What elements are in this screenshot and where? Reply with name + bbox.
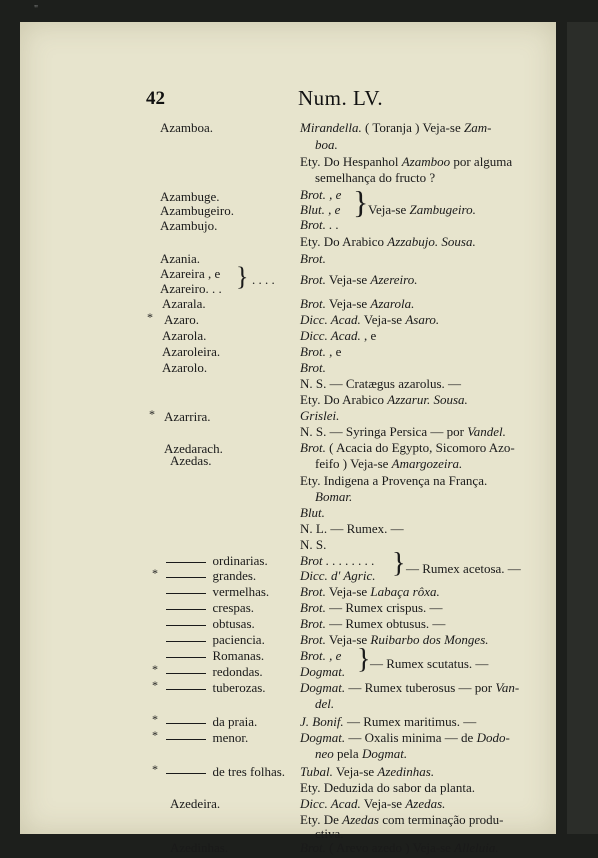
source-ref: Blut. bbox=[300, 505, 325, 520]
sub-entry-label: tuberozas. bbox=[212, 680, 266, 695]
brace: } bbox=[353, 184, 369, 220]
entry-scientific-name: N. S. — Cratægus azarolus. — bbox=[300, 376, 462, 391]
source-ref: Brot. bbox=[300, 360, 326, 375]
source-ref: Grislei. bbox=[300, 408, 340, 423]
entry-term: Azambuge. bbox=[160, 189, 220, 204]
entry-definition: Veja-se Zambugeiro. bbox=[368, 202, 476, 217]
entry-continuation: boa. bbox=[315, 137, 338, 152]
entry-term: Azedas. bbox=[170, 453, 212, 468]
entry-continuation: neo pela Dogmat. bbox=[315, 746, 408, 761]
entry-definition: Brot. Veja-se Azereiro. bbox=[300, 272, 418, 287]
source-ref: Dicc. d' Agric. bbox=[300, 568, 376, 583]
entry-term: Azarala. bbox=[162, 296, 206, 311]
entry-term: Azambujo. bbox=[160, 218, 218, 233]
entry-definition: Dicc. Acad. Veja-se Asaro. bbox=[300, 312, 440, 327]
corner-mark: " bbox=[34, 4, 39, 15]
asterisk-mark: * bbox=[152, 712, 158, 726]
leader-dots: . . . . bbox=[252, 272, 275, 287]
asterisk-mark: * bbox=[147, 310, 153, 324]
entry-term: Azambugeiro. bbox=[160, 203, 235, 218]
asterisk-mark: * bbox=[152, 662, 158, 676]
entry-scientific-name: — Rumex acetosa. — bbox=[406, 561, 521, 576]
entry-definition: Dicc. Acad. Veja-se Azedas. bbox=[300, 796, 446, 811]
asterisk-mark: * bbox=[152, 678, 158, 692]
asterisk-mark: * bbox=[152, 728, 158, 742]
sub-entry bbox=[166, 632, 265, 648]
entry-definition: Brot. , e bbox=[300, 344, 342, 359]
entry-term: Azaroleira. bbox=[162, 344, 221, 359]
source-ref: Brot. , e bbox=[300, 187, 342, 202]
sub-entry bbox=[166, 584, 269, 600]
source-ref: Brot. bbox=[300, 251, 326, 266]
entry-term: Azedarach. bbox=[164, 441, 223, 456]
sub-entry-label: menor. bbox=[212, 730, 249, 745]
source-ref: Dogmat. bbox=[300, 664, 346, 679]
sub-entry-label: da praia. bbox=[212, 714, 258, 729]
sub-entry bbox=[166, 616, 255, 632]
entry-definition: J. Bonif. — Rumex maritimus. — bbox=[300, 714, 477, 729]
entry-term: Azania. bbox=[160, 251, 201, 266]
entry-scientific-name: N. L. — Rumex. — bbox=[300, 521, 404, 536]
entry-definition: Brot. Veja-se Labaça rôxa. bbox=[300, 584, 440, 599]
sub-entry-label: grandes. bbox=[212, 568, 257, 583]
entry-term: Azedeira. bbox=[170, 796, 221, 811]
entry-term: Azaro. bbox=[164, 312, 200, 327]
entry-scientific-name: N. S. bbox=[300, 537, 327, 552]
entry-term: Azedinhas. bbox=[170, 840, 229, 855]
brace: } bbox=[236, 262, 249, 291]
entry-term: Azareira , e bbox=[160, 266, 221, 281]
entry-definition: Dogmat. — Rumex tuberosus — por Van- bbox=[300, 680, 520, 695]
asterisk-mark: * bbox=[152, 762, 158, 776]
entry-etymology: Ety. Indigena a Provença na França. bbox=[300, 473, 488, 488]
entry-etymology: Ety. De Azedas com terminação produ- bbox=[300, 812, 504, 827]
page-header: Num. LV. bbox=[298, 86, 384, 110]
page-number: 42 bbox=[146, 88, 165, 109]
entry-term: Azareiro. . . bbox=[160, 281, 222, 296]
sub-entry-label: paciencia. bbox=[212, 632, 265, 647]
entry-definition: Brot. ( Arevo azedo ) Veja-se Alleluia. bbox=[300, 840, 499, 855]
entry-continuation: Bomar. bbox=[315, 489, 353, 504]
brace: } bbox=[392, 548, 406, 579]
entry-scientific-name: N. S. — Syringa Persica — por Vandel. bbox=[300, 424, 506, 439]
sub-entry-label: obtusas. bbox=[212, 616, 255, 631]
source-ref: Brot. , e bbox=[300, 648, 342, 663]
entry-term: Azarolo. bbox=[162, 360, 208, 375]
sub-entry-label: ordinarias. bbox=[212, 553, 268, 568]
sub-entry bbox=[166, 664, 263, 680]
sub-entry bbox=[166, 553, 268, 569]
entry-etymology: Ety. Do Arabico Azzabujo. Sousa. bbox=[300, 234, 476, 249]
sub-entry bbox=[166, 568, 256, 584]
entry-continuation: ctiva. bbox=[315, 826, 344, 841]
entry-definition: Dicc. Acad. , e bbox=[300, 328, 377, 343]
entry-term: Azarola. bbox=[162, 328, 207, 343]
sub-entry bbox=[166, 680, 266, 696]
next-page-edge bbox=[567, 22, 598, 834]
sub-entry bbox=[166, 730, 248, 746]
sub-entry-label: crespas. bbox=[212, 600, 255, 615]
sub-entry-label: vermelhas. bbox=[212, 584, 270, 599]
entry-definition: Brot. — Rumex crispus. — bbox=[300, 600, 443, 615]
sub-entry bbox=[166, 714, 257, 730]
entry-continuation: semelhança do fructo ? bbox=[315, 170, 436, 185]
entry-definition: Brot. ( Acacia do Egypto, Sicomoro Azo- bbox=[300, 440, 515, 455]
entry-definition: Mirandella. ( Toranja ) Veja-se Zam- bbox=[300, 120, 492, 135]
entry-definition: Dogmat. — Oxalis minima — de Dodo- bbox=[300, 730, 510, 745]
sub-entry-label: redondas. bbox=[212, 664, 263, 679]
entry-etymology: Ety. Do Arabico Azzarur. Sousa. bbox=[300, 392, 468, 407]
entry-scientific-name: — Rumex scutatus. — bbox=[370, 656, 489, 671]
entry-continuation: feifo ) Veja-se Amargozeira. bbox=[315, 456, 463, 471]
entry-term: Azarrira. bbox=[164, 409, 211, 424]
asterisk-mark: * bbox=[149, 407, 155, 421]
sub-entry bbox=[166, 764, 285, 780]
entry-continuation: del. bbox=[315, 696, 335, 711]
source-ref: Blut. , e bbox=[300, 202, 341, 217]
brace: } bbox=[357, 644, 371, 675]
entry-etymology: Ety. Deduzida do sabor da planta. bbox=[300, 780, 475, 795]
source-ref: Brot . . . . . . . . bbox=[300, 553, 375, 568]
sub-entry-label: de tres folhas. bbox=[212, 764, 286, 779]
entry-definition: Brot. Veja-se Ruibarbo dos Monges. bbox=[300, 632, 489, 647]
sub-entry-label: Romanas. bbox=[212, 648, 265, 663]
source-ref: Brot. . . bbox=[300, 217, 339, 232]
entry-definition: Tubal. Veja-se Azedinhas. bbox=[300, 764, 435, 779]
entry-definition: Ety. Do Hespanhol Azamboo por alguma bbox=[300, 154, 513, 169]
entry-definition: Brot. Veja-se Azarola. bbox=[300, 296, 415, 311]
sub-entry bbox=[166, 600, 254, 616]
entry-term: Azamboa. bbox=[160, 120, 214, 135]
asterisk-mark: * bbox=[152, 566, 158, 580]
entry-definition: Brot. — Rumex obtusus. — bbox=[300, 616, 446, 631]
sub-entry bbox=[166, 648, 264, 664]
